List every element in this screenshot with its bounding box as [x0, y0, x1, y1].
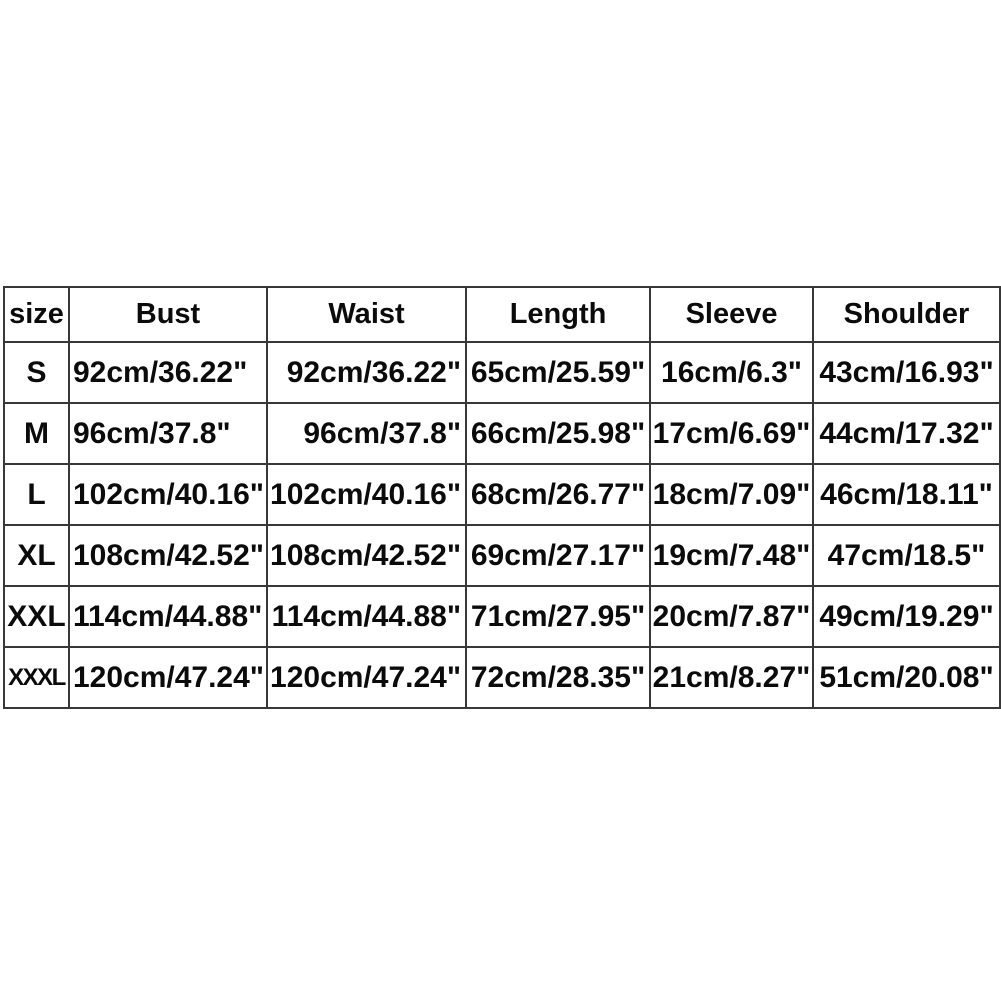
cell-bust: 102cm/40.16"	[69, 464, 267, 525]
cell-length: 65cm/25.59"	[466, 342, 650, 403]
cell-sleeve: 19cm/7.48"	[650, 525, 813, 586]
cell-sleeve: 18cm/7.09"	[650, 464, 813, 525]
cell-shoulder: 44cm/17.32"	[813, 403, 1000, 464]
cell-waist: 102cm/40.16"	[267, 464, 466, 525]
table-row-xxxl	[4, 647, 1000, 708]
table-row-l	[4, 464, 1000, 525]
table-row-s	[4, 342, 1000, 403]
column-header-shoulder: Shoulder	[813, 287, 1000, 342]
cell-bust: 92cm/36.22"	[69, 342, 267, 403]
cell-sleeve: 20cm/7.87"	[650, 586, 813, 647]
size-label: XL	[4, 525, 69, 586]
cell-length: 68cm/26.77"	[466, 464, 650, 525]
column-header-sleeve: Sleeve	[650, 287, 813, 342]
cell-length: 66cm/25.98"	[466, 403, 650, 464]
column-header-bust: Bust	[69, 287, 267, 342]
cell-length: 71cm/27.95"	[466, 586, 650, 647]
cell-bust: 114cm/44.88"	[69, 586, 267, 647]
table-header	[4, 287, 1000, 342]
size-label: M	[4, 403, 69, 464]
size-chart-table	[3, 286, 1001, 709]
cell-bust: 96cm/37.8"	[69, 403, 267, 464]
header-row	[4, 287, 1000, 342]
cell-shoulder: 49cm/19.29"	[813, 586, 1000, 647]
size-label: L	[4, 464, 69, 525]
cell-waist: 96cm/37.8"	[267, 403, 466, 464]
cell-shoulder: 43cm/16.93"	[813, 342, 1000, 403]
size-label: S	[4, 342, 69, 403]
cell-waist: 108cm/42.52"	[267, 525, 466, 586]
size-label: XXXL	[4, 647, 69, 708]
cell-length: 72cm/28.35"	[466, 647, 650, 708]
cell-waist: 92cm/36.22"	[267, 342, 466, 403]
cell-shoulder: 46cm/18.11"	[813, 464, 1000, 525]
table-row-m	[4, 403, 1000, 464]
cell-bust: 108cm/42.52"	[69, 525, 267, 586]
column-header-waist: Waist	[267, 287, 466, 342]
cell-bust: 120cm/47.24"	[69, 647, 267, 708]
cell-sleeve: 21cm/8.27"	[650, 647, 813, 708]
cell-waist: 114cm/44.88"	[267, 586, 466, 647]
column-header-length: Length	[466, 287, 650, 342]
size-label: XXL	[4, 586, 69, 647]
cell-waist: 120cm/47.24"	[267, 647, 466, 708]
cell-shoulder: 51cm/20.08"	[813, 647, 1000, 708]
table-row-xl	[4, 525, 1000, 586]
cell-sleeve: 16cm/6.3"	[650, 342, 813, 403]
cell-sleeve: 17cm/6.69"	[650, 403, 813, 464]
cell-length: 69cm/27.17"	[466, 525, 650, 586]
table-body	[4, 342, 1000, 708]
column-header-size: size	[4, 287, 69, 342]
cell-shoulder: 47cm/18.5"	[813, 525, 1000, 586]
table-row-xxl	[4, 586, 1000, 647]
